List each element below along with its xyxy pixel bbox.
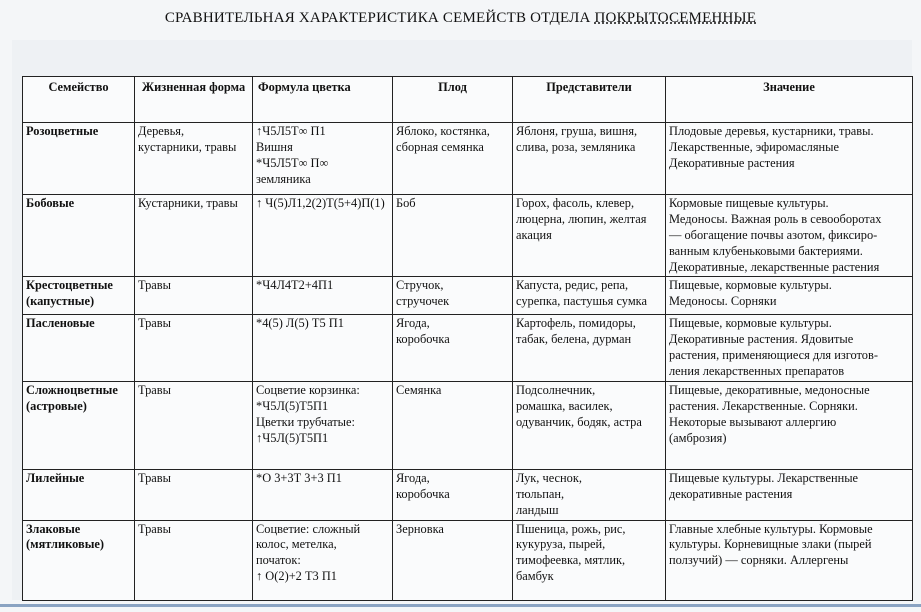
formula-line: колос, метелка, — [256, 537, 337, 552]
formula-line: *Ч5Л(5)Т5П1 — [256, 398, 329, 413]
life-form-cell — [135, 520, 253, 600]
fruit-line: Семянка — [396, 382, 442, 397]
life-form-line: Травы — [138, 382, 171, 397]
fruit-cell — [393, 123, 513, 195]
representatives-line: Пшеница, рожь, рис, — [516, 521, 626, 536]
fruit-line: коробочка — [396, 332, 450, 347]
header-representatives: Представители — [513, 77, 666, 123]
significance-line: Некоторые вызывают аллергию — [669, 414, 837, 429]
life-form-cell — [135, 381, 253, 469]
significance-line: Кормовые пищевые культуры. — [669, 196, 829, 210]
family-line: (мятликовые) — [26, 537, 104, 552]
significance-line: (амброзия) — [669, 430, 727, 445]
representatives-cell — [513, 315, 666, 382]
family-cell — [23, 277, 135, 315]
comparison-table — [22, 76, 913, 601]
formula-cell — [253, 277, 393, 315]
life-form-line: Деревья, — [138, 124, 185, 138]
fruit-cell — [393, 315, 513, 382]
life-form-cell — [135, 195, 253, 277]
representatives-cell — [513, 381, 666, 469]
significance-line: ползучий) — сорняки. Аллергены — [669, 553, 849, 568]
formula-line: ↑ Ч(5)Л1,2(2)Т(5+4)П(1) — [256, 196, 385, 210]
family-line: Сложноцветные — [26, 382, 118, 397]
significance-line: Плодовые деревья, кустарники, травы. — [669, 124, 874, 138]
significance-cell — [666, 520, 913, 600]
significance-line: растения, применяющиеся для изготов- — [669, 348, 878, 363]
significance-line: культуры. Корневищные злаки (пырей — [669, 537, 872, 552]
formula-line: Вишня — [256, 139, 293, 154]
significance-cell — [666, 123, 913, 195]
table-row — [23, 123, 913, 195]
table-header-row — [23, 77, 913, 123]
formula-cell — [253, 520, 393, 600]
significance-line: ванным клубеньковыми бактериями. — [669, 243, 863, 258]
title-main: СРАВНИТЕЛЬНАЯ ХАРАКТЕРИСТИКА СЕМЕЙСТВ ОТДЕЛА — [164, 10, 595, 26]
fruit-line: Ягода, — [396, 470, 430, 485]
fruit-line: Зерновка — [396, 521, 444, 536]
header-family: Семейство — [23, 77, 135, 123]
representatives-line: слива, роза, земляника — [516, 139, 636, 154]
family-cell — [23, 195, 135, 277]
representatives-line: тюльпан, — [516, 486, 565, 501]
formula-cell — [253, 315, 393, 382]
fruit-line: Боб — [396, 196, 416, 210]
significance-line: растения. Лекарственные. Сорняки. — [669, 398, 858, 413]
header-significance: Значение — [666, 77, 913, 123]
life-form-line: Травы — [138, 521, 171, 536]
fruit-line: коробочка — [396, 486, 450, 501]
family-line: Крестоцветные — [26, 278, 113, 293]
formula-line: земляника — [256, 171, 311, 186]
page-title — [0, 10, 921, 27]
header-flower-formula: Формула цветка — [253, 77, 393, 123]
representatives-line: Горох, фасоль, клевер, — [516, 196, 635, 210]
formula-line: Соцветие: сложный — [256, 521, 361, 536]
formula-line: *Ч5Л5Т∞ П∞ — [256, 155, 329, 170]
family-cell — [23, 123, 135, 195]
fruit-line: сборная семянка — [396, 139, 484, 154]
formula-line: *4(5) Л(5) Т5 П1 — [256, 316, 344, 331]
formula-line: *О 3+3Т 3+3 П1 — [256, 470, 342, 485]
representatives-line: сурепка, пастушья сумка — [516, 294, 647, 309]
life-form-line: кустарники, травы — [138, 139, 237, 154]
fruit-cell — [393, 195, 513, 277]
life-form-cell — [135, 469, 253, 520]
representatives-line: бамбук — [516, 569, 554, 584]
family-cell — [23, 381, 135, 469]
representatives-cell — [513, 520, 666, 600]
significance-cell — [666, 469, 913, 520]
life-form-line: Травы — [138, 316, 171, 331]
fruit-line: Стручок, — [396, 278, 444, 293]
representatives-cell — [513, 195, 666, 277]
formula-line: ↑Ч5Л(5)Т5П1 — [256, 430, 329, 445]
life-form-cell — [135, 277, 253, 315]
representatives-line: люцерна, люпин, желтая — [516, 211, 647, 226]
significance-cell — [666, 315, 913, 382]
formula-line: Соцветие корзинка: — [256, 382, 360, 397]
family-cell — [23, 520, 135, 600]
life-form-line: Кустарники, травы — [138, 196, 238, 210]
table-row — [23, 381, 913, 469]
fruit-cell — [393, 469, 513, 520]
significance-line: Пищевые, кормовые культуры. — [669, 316, 832, 331]
fruit-line: Ягода, — [396, 316, 430, 331]
fruit-line: Яблоко, костянка, — [396, 124, 490, 138]
table-row — [23, 277, 913, 315]
formula-cell — [253, 195, 393, 277]
fruit-cell — [393, 277, 513, 315]
family-line: (капустные) — [26, 294, 95, 309]
representatives-line: Яблоня, груша, вишня, — [516, 124, 638, 138]
representatives-line: Картофель, помидоры, — [516, 316, 636, 331]
formula-line: початок: — [256, 553, 301, 568]
family-line: (астровые) — [26, 398, 87, 413]
significance-line: ления лекарственных препаратов — [669, 364, 845, 378]
representatives-line: ландыш — [516, 502, 559, 517]
fruit-cell — [393, 381, 513, 469]
table-row — [23, 520, 913, 600]
formula-line: Цветки трубчатые: — [256, 414, 355, 429]
formula-cell — [253, 123, 393, 195]
representatives-line: Подсолнечник, — [516, 382, 596, 397]
representatives-line: одуванчик, бодяк, астра — [516, 414, 642, 429]
representatives-cell — [513, 277, 666, 315]
fruit-cell — [393, 520, 513, 600]
table-row — [23, 469, 913, 520]
table-row — [23, 315, 913, 382]
significance-line: Декоративные, лекарственные растения — [669, 259, 880, 274]
significance-line: Медоносы. Сорняки — [669, 294, 777, 309]
life-form-line: Травы — [138, 470, 171, 485]
title-underlined-word: ПОКРЫТОСЕМЕННЫЕ — [594, 10, 757, 26]
family-line: Розоцветные — [26, 124, 99, 138]
significance-line: Главные хлебные культуры. Кормовые — [669, 521, 873, 536]
family-line: Пасленовые — [26, 316, 95, 331]
significance-cell — [666, 277, 913, 315]
significance-line: Декоративные растения — [669, 155, 795, 170]
significance-line: Пищевые культуры. Лекарственные — [669, 470, 859, 485]
significance-line: Медоносы. Важная роль в севооборотах — [669, 211, 882, 226]
family-line: Бобовые — [26, 196, 75, 210]
representatives-line: ромашка, василек, — [516, 398, 613, 413]
representatives-cell — [513, 123, 666, 195]
formula-line: *Ч4Л4Т2+4П1 — [256, 278, 334, 293]
table-row — [23, 195, 913, 277]
representatives-line: табак, белена, дурман — [516, 332, 632, 347]
representatives-line: тимофеевка, мятлик, — [516, 553, 626, 568]
significance-line: — обогащение почвы азотом, фиксиро- — [669, 227, 878, 242]
family-cell — [23, 469, 135, 520]
life-form-cell — [135, 315, 253, 382]
significance-line: Декоративные растения. Ядовитые — [669, 332, 854, 347]
fruit-line: стручочек — [396, 294, 450, 309]
bottom-border — [0, 604, 921, 607]
significance-line: Пищевые, кормовые культуры. — [669, 278, 832, 293]
family-line: Лилейные — [26, 470, 85, 485]
header-fruit: Плод — [393, 77, 513, 123]
representatives-line: Лук, чеснок, — [516, 470, 582, 485]
life-form-line: Травы — [138, 278, 171, 293]
header-life-form: Жизненная форма — [135, 77, 253, 123]
representatives-line: Капуста, редис, репа, — [516, 278, 629, 293]
significance-cell — [666, 195, 913, 277]
significance-cell — [666, 381, 913, 469]
family-cell — [23, 315, 135, 382]
formula-cell — [253, 469, 393, 520]
representatives-line: кукуруза, пырей, — [516, 537, 606, 552]
significance-line: Лекарственные, эфиромасляные — [669, 139, 839, 154]
formula-line: ↑ О(2)+2 Т3 П1 — [256, 569, 337, 584]
formula-cell — [253, 381, 393, 469]
significance-line: Пищевые, декоративные, медоносные — [669, 382, 870, 397]
significance-line: декоративные растения — [669, 486, 793, 501]
life-form-cell — [135, 123, 253, 195]
representatives-line: акация — [516, 227, 552, 242]
family-line: Злаковые — [26, 521, 81, 536]
formula-line: ↑Ч5Л5Т∞ П1 — [256, 124, 326, 138]
representatives-cell — [513, 469, 666, 520]
